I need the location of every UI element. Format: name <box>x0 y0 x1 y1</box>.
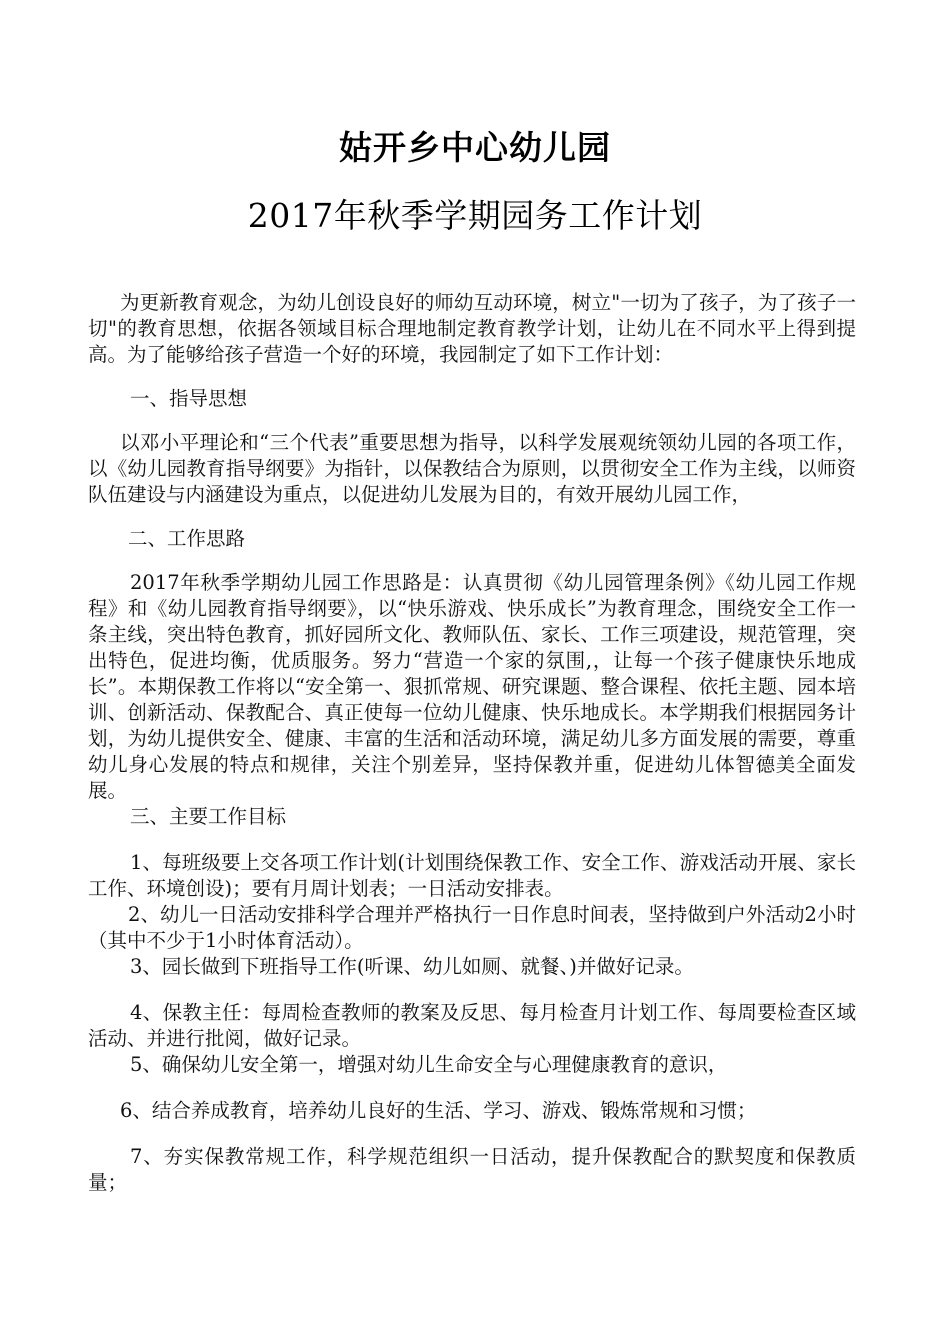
document-title-school: 姑开乡中心幼儿园 <box>339 128 611 167</box>
goal-item-1: 1、每班级要上交各项工作计划(计划围绕保教工作、安全工作、游戏活动开展、家长工作、环境创设)；要有月周计划表；一日活动安排表。 <box>88 851 856 900</box>
intro-paragraph: 为更新教育观念，为幼儿创设良好的师幼互动环境，树立"一切为了孩子，为了孩子一切"的教育思想，依据各领域目标合理地制定教育教学计划，让幼儿在不同水平上得到提高。为了能够给孩子营造一个好的环境，我园制定了如下工作计划： <box>88 291 856 366</box>
goal-item-6: 6、结合养成教育，培养幼儿良好的生活、学习、游戏、锻炼常规和习惯； <box>120 1099 757 1122</box>
guiding-ideology-paragraph: 以邓小平理论和“三个代表”重要思想为指导，以科学发展观统领幼儿园的各项工作，以《幼儿园教育指导纲要》为指针，以保教结合为原则，以贯彻安全工作为主线，以师资队伍建设与内涵建设为重点，以促进幼儿发展为目的，有效开展幼儿园工作， <box>88 431 856 506</box>
goal-item-5: 5、确保幼儿安全第一，增强对幼儿生命安全与心理健康教育的意识， <box>130 1053 728 1076</box>
work-approach-paragraph: 2017年秋季学期幼儿园工作思路是：认真贯彻《幼儿园管理条例》《幼儿园工作规程》和《幼儿园教育指导纲要》，以“快乐游戏、快乐成长”为教育理念，围绕安全工作一条主线，突出特色教育，抓好园所文化、教师队伍、家长、工作三项建设，规范管理，突出特色，促进均衡，优质服务。努力“营造一个家的氛围,，让每一个孩子健康快乐地成长”。本期保教工作将以“安全第一、狠抓常规、研究课题、整合课程、依托主题、园本培训、创新活动、保教配合、真正使每一位幼儿健康、快乐地成长。本学期我们根据园务计划，为幼儿提供安全、健康、丰富的生活和活动环境，满足幼儿多方面发展的需要，尊重幼儿身心发展的特点和规律，关注个别差异，坚持保教并重，促进幼儿体智德美全面发展。 <box>88 571 856 802</box>
document-body <box>88 290 856 1196</box>
goal-item-2: 2、幼儿一日活动安排科学合理并严格执行一日作息时间表，坚持做到户外活动2小时（其中不少于1小时体育活动）。 <box>88 903 856 952</box>
document-title-plan: 2017年秋季学期园务工作计划 <box>247 196 703 235</box>
section-heading-main-goals: 三、主要工作目标 <box>130 805 287 828</box>
goal-item-7: 7、夯实保教常规工作，科学规范组织一日活动，提升保教配合的默契度和保教质量； <box>88 1145 856 1194</box>
goal-item-3: 3、园长做到下班指导工作(听课、幼儿如厕、就餐、)并做好记录。 <box>130 955 694 978</box>
section-heading-guiding-ideology: 一、指导思想 <box>130 387 248 410</box>
section-heading-work-approach: 二、工作思路 <box>128 527 246 550</box>
goal-item-4: 4、保教主任：每周检查教师的教案及反思、每月检查月计划工作、每周要检查区域活动、并进行批阅，做好记录。 <box>88 1001 856 1050</box>
